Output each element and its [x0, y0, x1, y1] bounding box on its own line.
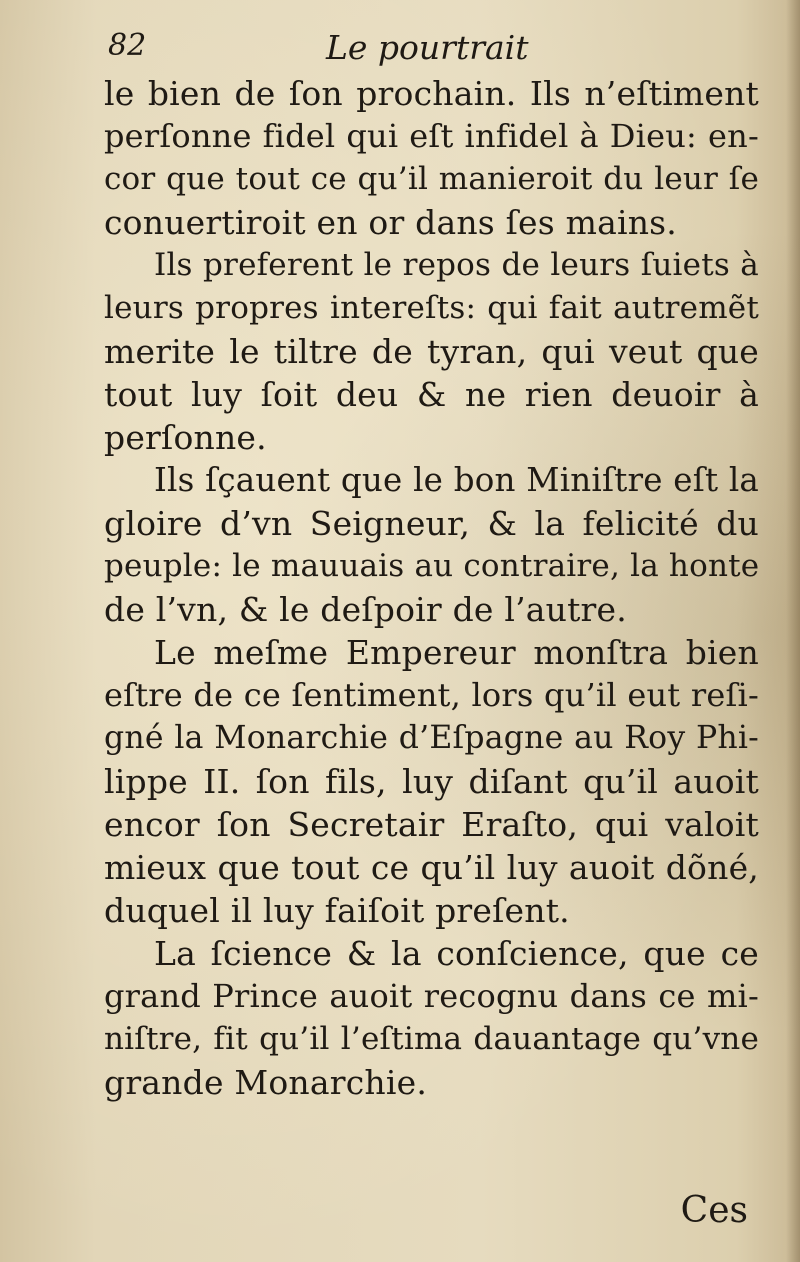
body-text — [104, 72, 759, 1104]
running-title: Le pourtrait — [326, 28, 529, 67]
text-line: eſtre de ce ſentiment, lors qu’il eut reſi- — [104, 676, 759, 714]
text-line: peuple: le mauuais au contraire, la honte — [104, 548, 760, 584]
text-line: leurs propres intereſts: qui fait autremẽt — [104, 290, 759, 326]
text-line: duquel il luy faiſoit preſent. — [104, 891, 570, 930]
text-line: lippe II. ſon fils, luy diſant qu’il auoit — [104, 762, 759, 801]
text-line: grand Prince auoit recognu dans ce mi- — [104, 977, 759, 1015]
text-line: Ils ſçauent que le bon Miniſtre eſt la — [154, 461, 759, 499]
text-line: de l’vn, & le deſpoir de l’autre. — [104, 590, 627, 629]
text-line: Le meſme Empereur monſtra bien — [154, 633, 759, 672]
text-line: niſtre, fit qu’il l’eſtima dauantage qu’vne — [104, 1021, 759, 1057]
text-line: encor ſon Secretair Eraſto, qui valoit — [104, 805, 759, 844]
text-line: conuertiroit en or dans ſes mains. — [104, 203, 677, 242]
text-line: perſonne fidel qui eſt infidel à Dieu: en- — [104, 117, 759, 155]
page-edge-shadow — [786, 0, 800, 1262]
text-line: grande Monarchie. — [104, 1063, 428, 1102]
text-line: merite le tiltre de tyran, qui veut que — [104, 332, 759, 371]
text-line: gloire d’vn Seigneur, & la felicité du — [104, 504, 759, 543]
text-line: perſonne. — [104, 418, 267, 457]
text-line: gné la Monarchie d’Eſpagne au Roy Phi- — [104, 720, 759, 756]
page-number: 82 — [108, 28, 147, 63]
page-header — [108, 28, 748, 72]
text-line: mieux que tout ce qu’il luy auoit dõné, — [104, 848, 759, 887]
text-line: La ſcience & la conſcience, que ce — [154, 934, 759, 973]
text-line: cor que tout ce qu’il manieroit du leur ſe — [104, 161, 759, 197]
text-line: Ils preferent le repos de leurs ſuiets à — [154, 247, 759, 283]
text-line: tout luy ſoit deu & ne rien deuoir à — [104, 375, 759, 414]
text-line: le bien de ſon prochain. Ils n’eſtiment — [104, 74, 759, 113]
catchword: Ces — [680, 1190, 748, 1231]
